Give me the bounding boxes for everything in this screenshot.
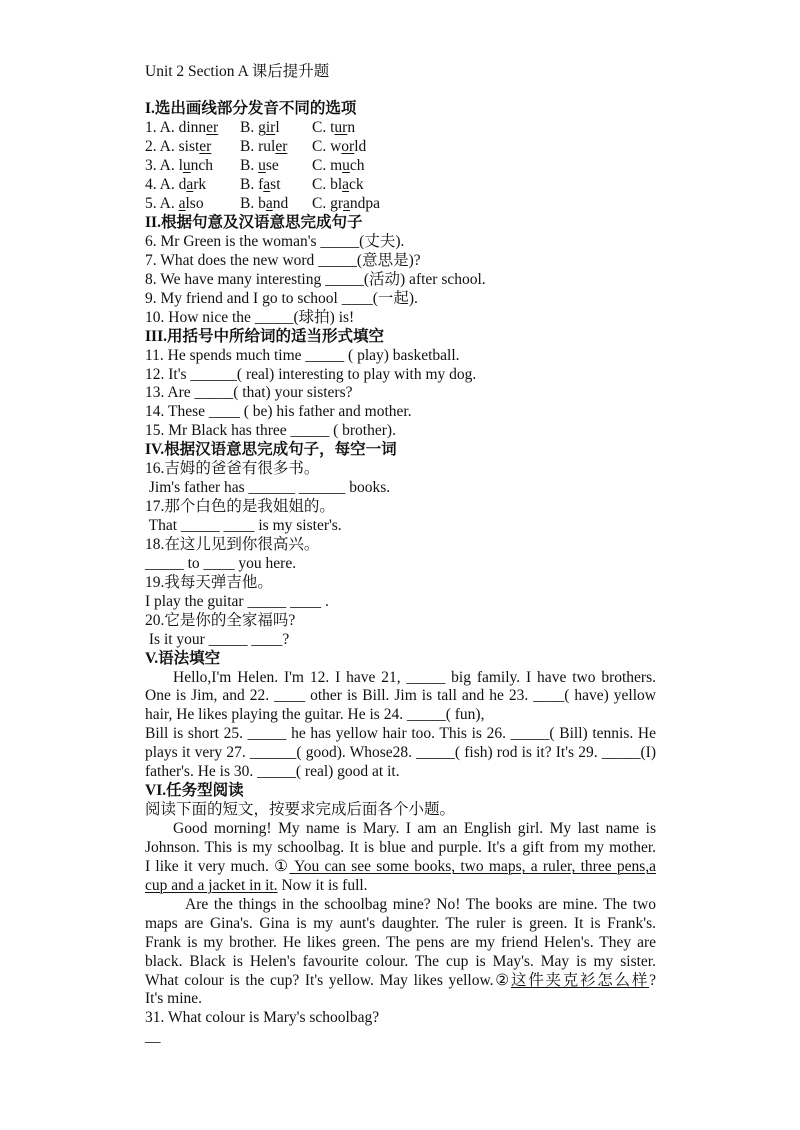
passage-paragraph: [145, 725, 656, 782]
option-letter: C.: [312, 195, 327, 213]
passage-line: father's. He is 30. _____( real) good at it.: [145, 763, 400, 781]
underlined-letters: ir: [265, 119, 276, 137]
option-letter: A.: [159, 176, 175, 194]
word-part: nch: [190, 157, 214, 175]
section-heading: I.选出画线部分发音不同的选项: [145, 100, 357, 118]
reading-instruction: 阅读下面的短文，按要求完成后面各个小题。: [145, 801, 456, 819]
section-pronunciation: [145, 100, 656, 214]
word-part: ck: [349, 176, 364, 194]
word-part: g: [258, 119, 266, 137]
word-part: b: [258, 195, 266, 213]
option-word: [258, 176, 280, 193]
passage-line: [145, 972, 656, 991]
option-word: [258, 157, 279, 174]
underlined-letters: er: [199, 138, 212, 156]
answer-option: [240, 119, 312, 138]
answer-option: [145, 157, 240, 176]
question-line: _____ to ____ you here.: [145, 554, 297, 572]
question-line: 31. What colour is Mary's schoolbag?: [145, 1009, 380, 1027]
word-part: bl: [330, 176, 343, 194]
word-part: gr: [330, 195, 344, 213]
section-heading: V.语法填空: [145, 649, 221, 667]
passage-line: Bill is short 25. _____ he has yellow hair too. This is 26. _____( Bill) tennis. He: [145, 725, 656, 743]
underlined-letters: a: [342, 176, 350, 194]
answer-option: [145, 176, 240, 195]
passage-line: maps are Gina's. Gina is my aunt's daughter. The ruler is green. It is Frank's.: [145, 914, 656, 932]
underlined-letters: a: [265, 195, 273, 213]
question-line: 16.吉姆的爸爸有很多书。: [145, 460, 320, 478]
question-line: 9. My friend and I go to school ____(一起).: [145, 289, 418, 307]
word-part: rk: [193, 176, 207, 194]
question-line: 6. Mr Green is the woman's _____(丈夫).: [145, 232, 405, 250]
option-letter: B.: [240, 157, 255, 175]
option-letter: C.: [312, 138, 327, 156]
question-line: 18.在这儿见到你很高兴。: [145, 535, 320, 553]
word-part: l: [178, 157, 183, 175]
option-letter: B.: [240, 176, 255, 194]
word-part: m: [330, 157, 343, 175]
underlined-letters: u: [258, 157, 266, 175]
option-letter: A.: [159, 157, 175, 175]
question-number: 1.: [145, 119, 157, 137]
question-row: [145, 157, 656, 176]
section-heading: II.根据句意及汉语意思完成句子: [145, 214, 363, 231]
answer-option: [145, 195, 240, 214]
word-part: d: [178, 176, 187, 194]
question-line: 11. He spends much time _____ ( play) basketball.: [145, 346, 460, 364]
question-list: [145, 233, 656, 328]
question-line: 15. Mr Black has three _____ ( brother).: [145, 422, 396, 440]
passage-line: [145, 858, 656, 877]
question-line: Is it your _____ ____?: [145, 630, 290, 648]
passage-line: hair, He likes playing the guitar. He is 24. _____( fun),: [145, 706, 485, 724]
question-number: 3.: [145, 157, 157, 175]
option-word: [258, 119, 280, 136]
passage-line: Are the things in the schoolbag mine? No! The books are mine. The two: [185, 895, 656, 913]
word-part: se: [265, 157, 279, 175]
option-word: [258, 138, 287, 155]
question-list: [145, 347, 656, 442]
underlined-letters: ur: [334, 119, 348, 137]
underlined-letters: u: [182, 157, 191, 175]
word-part: l: [275, 119, 280, 137]
question-line: 14. These ____ ( be) his father and mother.: [145, 403, 412, 421]
answer-option: [240, 138, 312, 157]
option-word: [330, 176, 364, 193]
answer-option: [240, 195, 312, 214]
passage-line: [145, 877, 656, 896]
worksheet-title: Unit 2 Section A 课后提升题: [145, 62, 330, 80]
answer-option: [312, 176, 656, 195]
question-line: 20.它是你的全家福吗?: [145, 611, 296, 629]
answer-option: [312, 195, 656, 214]
word-part: st: [270, 176, 281, 194]
question-row: [145, 176, 656, 195]
question-number: 4.: [145, 176, 157, 194]
question-line: 10. How nice the _____(球拍) is!: [145, 308, 355, 326]
question-line: 19.我每天弹吉他。: [145, 573, 273, 591]
section-translation: [145, 441, 656, 649]
answer-option: [145, 138, 240, 157]
question-line: 7. What does the new word _____(意思是)?: [145, 251, 421, 269]
option-word: [330, 138, 366, 155]
passage-line: Hello,I'm Helen. I'm 12. I have 21, _____ big family. I have two brothers.: [173, 668, 656, 686]
text-segment: What colour is the cup? It's yellow. May likes yellow.②: [145, 971, 511, 989]
section-heading: IV.根据汉语意思完成句子，每空一词: [145, 441, 397, 459]
text-segment: I like it very much. ①: [145, 857, 290, 875]
word-part: lso: [185, 195, 204, 213]
question-number: 5.: [145, 195, 157, 213]
question-line: 12. It's ______( real) interesting to play with my dog.: [145, 365, 477, 383]
worksheet-content: [145, 63, 656, 1048]
underlined-letters: u: [342, 157, 350, 175]
passage-line: plays it very 27. ______( good). Whose28. _____( fish) rod is it? It's 29. _____(I): [145, 744, 656, 762]
word-part: n: [347, 119, 356, 137]
passage-paragraph: [145, 820, 656, 896]
underlined-letters: er: [275, 138, 288, 156]
option-letter: B.: [240, 119, 255, 137]
option-letter: C.: [312, 157, 327, 175]
option-letter: B.: [240, 138, 255, 156]
word-part: sist: [178, 138, 200, 156]
passage-line: Good morning! My name is Mary. I am an English girl. My last name is: [173, 820, 656, 837]
answer-option: [240, 176, 312, 195]
underlined-letters: a: [178, 195, 186, 213]
section-word-forms: [145, 328, 656, 442]
word-part: f: [258, 176, 264, 194]
option-word: [330, 157, 364, 174]
option-word: [179, 119, 219, 136]
underlined-letters: or: [341, 138, 355, 156]
word-part: ch: [349, 157, 365, 175]
option-word: [258, 195, 288, 212]
question-row: [145, 119, 656, 138]
underlined-letters: a: [343, 195, 350, 213]
question-line: I play the guitar _____ ____ .: [145, 592, 329, 610]
option-letter: A.: [159, 195, 175, 213]
underlined-text: You can see some books, two maps, a ruler, three pens,a: [289, 857, 657, 875]
word-part: ld: [354, 138, 367, 156]
question-row: [145, 138, 656, 157]
answer-option: [240, 157, 312, 176]
answer-option: [312, 119, 656, 138]
option-word: [179, 138, 212, 155]
word-part: ndpa: [349, 195, 381, 213]
question-list: [145, 460, 656, 649]
word-part: w: [330, 138, 342, 156]
section-sentence-completion: [145, 214, 656, 328]
question-line: Jim's father has ______ ______ books.: [145, 479, 391, 497]
section-heading: VI.任务型阅读: [145, 782, 244, 800]
underlined-letters: a: [186, 176, 194, 194]
question-line: 13. Are _____( that) your sisters?: [145, 384, 353, 402]
text-segment: ?: [649, 971, 656, 989]
option-word: [330, 195, 380, 212]
underlined-letters: a: [263, 176, 271, 194]
word-part: dinn: [178, 119, 207, 137]
passage-paragraph: [145, 669, 656, 726]
question-line: 8. We have many interesting _____(活动) after school.: [145, 270, 486, 288]
section-grammar-cloze: [145, 650, 656, 783]
underlined-text: 这件夹克衫怎么样: [510, 971, 650, 989]
passage-line: black. Black is Helen's favourite colour. The cup is May's. May is my sister.: [145, 952, 656, 970]
passage-line: One is Jim, and 22. ____ other is Bill. Jim is tall and he 23. ____( have) yellow: [145, 687, 656, 705]
word-part: rul: [258, 138, 276, 156]
section-heading: III.用括号中所给词的适当形式填空: [145, 327, 384, 345]
passage-paragraph: [145, 896, 656, 1010]
passage-line: It's mine.: [145, 990, 203, 1008]
option-word: [179, 195, 204, 212]
passage-line: Johnson. This is my schoolbag. It is blue and purple. It's a gift from my mother.: [145, 838, 656, 856]
text-segment: Now it is full.: [277, 876, 368, 894]
option-letter: A.: [159, 138, 175, 156]
option-letter: A.: [159, 119, 175, 137]
option-word: [179, 176, 207, 193]
underlined-text: cup and a jacket in it.: [145, 876, 278, 894]
answer-option: [145, 119, 240, 138]
option-letter: C.: [312, 176, 327, 194]
question-row: [145, 195, 656, 214]
option-letter: B.: [240, 195, 255, 213]
passage-line: Frank is my brother. He likes green. The pens are my friend Helen's. They are: [145, 933, 656, 951]
option-letter: C.: [312, 119, 327, 137]
underlined-letters: er: [206, 119, 219, 137]
word-part: t: [330, 119, 335, 137]
answer-option: [312, 157, 656, 176]
option-word: [179, 157, 213, 174]
question-number: 2.: [145, 138, 157, 156]
answer-blank: __: [145, 1028, 161, 1046]
section-reading-task: [145, 782, 656, 1047]
word-part: nd: [272, 195, 289, 213]
answer-option: [312, 138, 656, 157]
option-word: [330, 119, 355, 136]
question-line: 17.那个白色的是我姐姐的。: [145, 498, 335, 516]
pronunciation-questions: [145, 119, 656, 214]
question-line: That _____ ____ is my sister's.: [145, 517, 342, 534]
